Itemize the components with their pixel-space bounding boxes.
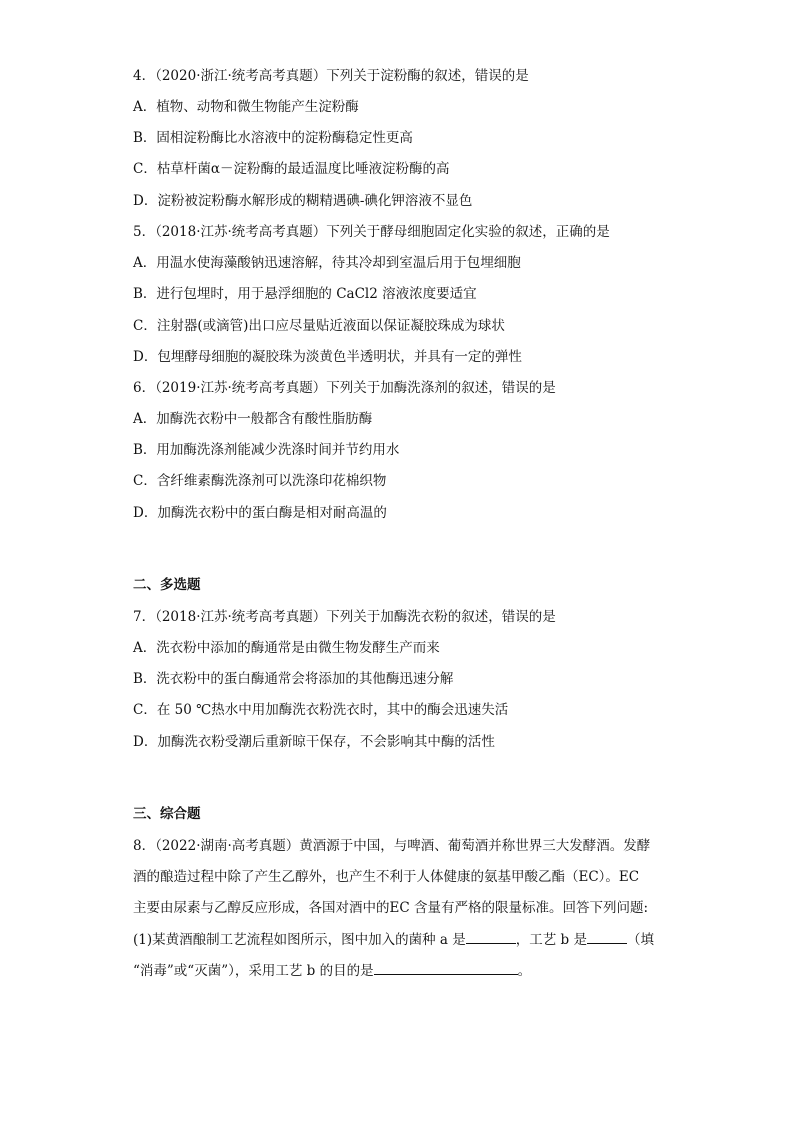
q6-stem: 6．（2019·江苏·统考高考真题）下列关于加酶洗涤剂的叙述，错误的是: [133, 380, 556, 396]
q4-option-c: C．枯草杆菌α－淀粉酶的最适温度比唾液淀粉酶的高: [133, 161, 450, 177]
q7-option-d: D．加酶洗衣粉受潮后重新晾干保存，不会影响其中酶的活性: [133, 734, 495, 750]
q8-line-1: 8．（2022·湖南·高考真题）黄酒源于中国，与啤酒、葡萄酒并称世界三大发酵酒。发酵: [133, 838, 651, 854]
q7-option-c: C．在 50 ℃热水中用加酶洗衣粉洗衣时，其中的酶会迅速失活: [133, 702, 509, 718]
q8-part1-text-e: 。: [517, 963, 532, 979]
q8-line-4: [133, 931, 654, 948]
q5-stem: 5．（2018·江苏·统考高考真题）下列关于酵母细胞固定化实验的叙述，正确的是: [133, 224, 610, 240]
q8-line-3: 主要由尿素与乙醇反应形成，各国对酒中的EC 含量有严格的限量标准。回答下列问题:: [133, 900, 649, 916]
q8-part1-text-c: （填: [627, 932, 654, 948]
q8-line-2: 酒的酿造过程中除了产生乙醇外，也产生不利于人体健康的氨基甲酸乙酯（EC）。EC: [133, 869, 640, 885]
answer-blank-purpose[interactable]: [374, 962, 518, 975]
q4-option-d: D．淀粉被淀粉酶水解形成的糊精遇碘-碘化钾溶液不显色: [133, 193, 473, 209]
q7-option-a: A．洗衣粉中添加的酶通常是由微生物发酵生产而来: [133, 640, 440, 656]
q5-option-c: C．注射器(或滴管)出口应尽量贴近液面以保证凝胶珠成为球状: [133, 318, 505, 334]
answer-blank-strain[interactable]: [466, 931, 516, 944]
q5-option-d: D．包埋酵母细胞的凝胶珠为淡黄色半透明状，并具有一定的弹性: [133, 349, 522, 365]
section-heading-comprehensive: 三、综合题: [133, 806, 201, 822]
q4-option-b: B．固相淀粉酶比水溶液中的淀粉酶稳定性更高: [133, 130, 413, 146]
answer-blank-process[interactable]: [587, 931, 627, 944]
q6-option-a: A．加酶洗衣粉中一般都含有酸性脂肪酶: [133, 411, 373, 427]
q4-stem: 4．（2020·浙江·统考高考真题）下列关于淀粉酶的叙述，错误的是: [133, 68, 529, 84]
q8-part1-text: (1)某黄酒酿制工艺流程如图所示，图中加入的菌种 a 是: [133, 932, 466, 948]
q8-part1-text-b: ，工艺 b 是: [515, 932, 587, 948]
q5-option-a: A．用温水使海藻酸钠迅速溶解，待其冷却到室温后用于包埋细胞: [133, 255, 521, 271]
q5-option-b: B．进行包埋时，用于悬浮细胞的 CaCl2 溶液浓度要适宜: [133, 286, 477, 302]
q7-stem: 7．（2018·江苏·统考高考真题）下列关于加酶洗衣粉的叙述，错误的是: [133, 609, 556, 625]
q8-line-5: [133, 962, 531, 979]
q6-option-b: B．用加酶洗涤剂能减少洗涤时间并节约用水: [133, 442, 400, 458]
q7-option-b: B．洗衣粉中的蛋白酶通常会将添加的其他酶迅速分解: [133, 671, 454, 687]
q8-part1-text-d: “消毒”或“灭菌”），采用工艺 b 的目的是: [133, 963, 374, 979]
q6-option-d: D．加酶洗衣粉中的蛋白酶是相对耐高温的: [133, 505, 387, 521]
section-heading-multiple-choice: 二、多选题: [133, 577, 201, 593]
q6-option-c: C．含纤维素酶洗涤剂可以洗涤印花棉织物: [133, 473, 387, 489]
q4-option-a: A．植物、动物和微生物能产生淀粉酶: [133, 99, 359, 115]
